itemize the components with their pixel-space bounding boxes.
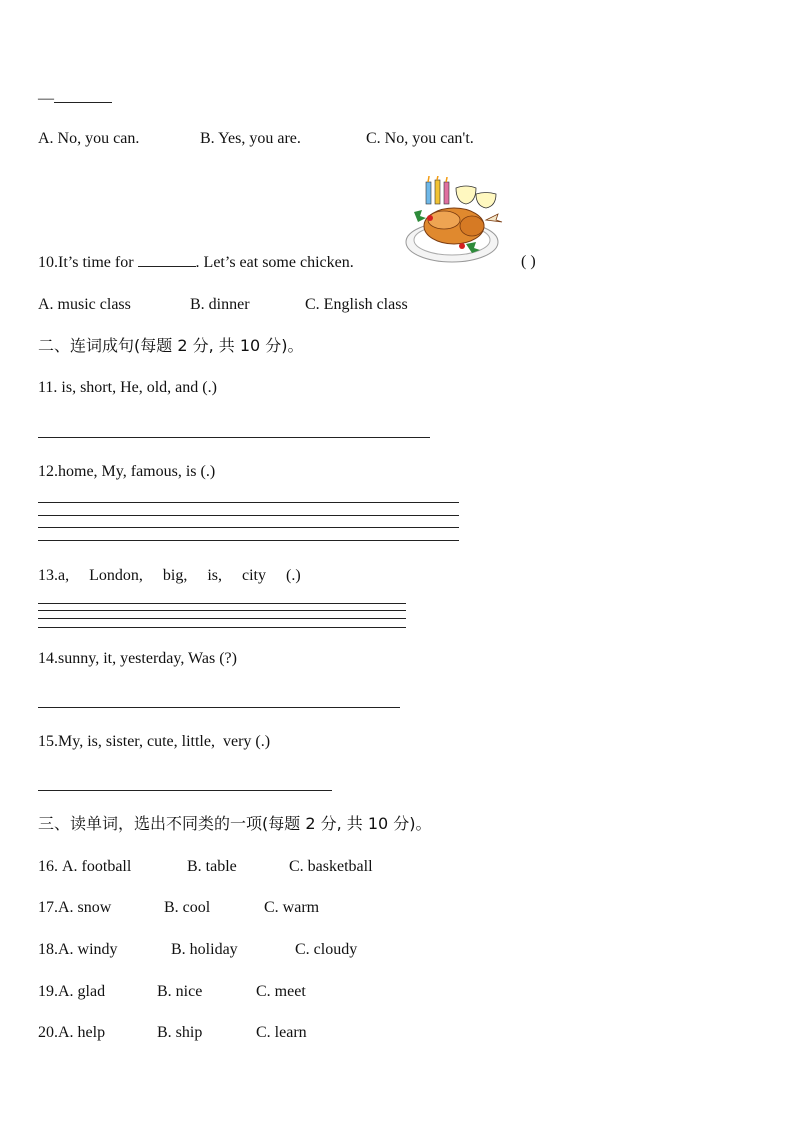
q10-suffix: . Let’s eat some chicken. — [195, 254, 354, 271]
q10-option-c[interactable]: C. English class — [305, 296, 408, 313]
q16-row — [38, 857, 373, 877]
q16-option-a[interactable]: A. football — [62, 858, 132, 875]
q18-option-b[interactable]: B. holiday — [171, 941, 238, 958]
q17-number: 17. — [38, 899, 58, 916]
q20-row — [38, 1023, 307, 1043]
q19-option-a[interactable]: A. glad — [58, 983, 106, 1000]
q19-number: 19. — [38, 983, 58, 1000]
q10-stem — [38, 252, 354, 273]
q18-option-c[interactable]: C. cloudy — [295, 941, 358, 958]
section-2-heading: 二、连词成句(每题 2 分, 共 10 分)。 — [38, 336, 304, 355]
q16-option-c[interactable]: C. basketball — [289, 858, 373, 875]
q17-row — [38, 898, 319, 918]
q17-option-b[interactable]: B. cool — [164, 899, 211, 916]
q9-option-c[interactable]: C. No, you can't. — [366, 130, 474, 147]
q12-answer-line-1[interactable] — [38, 502, 459, 503]
q14-answer-line[interactable] — [38, 707, 400, 708]
q17-option-c[interactable]: C. warm — [264, 899, 320, 916]
q18-number: 18. — [38, 941, 58, 958]
q12-answer-line-3[interactable] — [38, 527, 459, 528]
q19-option-c[interactable]: C. meet — [256, 983, 306, 1000]
q18-option-a[interactable]: A. windy — [58, 941, 118, 958]
q10-option-a[interactable]: A. music class — [38, 296, 131, 313]
q14-words: 14.sunny, it, yesterday, Was (?) — [38, 650, 237, 667]
q10-blank[interactable] — [138, 252, 196, 267]
q15-answer-line[interactable] — [38, 790, 332, 791]
q13-answer-line-1[interactable] — [38, 603, 406, 604]
q15-words: 15.My, is, sister, cute, little, very (.) — [38, 733, 271, 750]
q9-answer-line — [38, 88, 112, 109]
q12-answer-line-4[interactable] — [38, 540, 459, 541]
q13-answer-line-3[interactable] — [38, 618, 406, 619]
q20-option-c[interactable]: C. learn — [256, 1024, 307, 1041]
q18-row — [38, 940, 357, 960]
q10-option-b[interactable]: B. dinner — [190, 296, 250, 313]
q16-number: 16. — [38, 858, 62, 875]
q10-answer-paren[interactable]: ( ) — [521, 253, 536, 270]
answer-blank[interactable] — [54, 88, 112, 103]
roast-chicken-dinner-icon — [404, 176, 504, 266]
q12-words: 12.home, My, famous, is (.) — [38, 463, 216, 480]
q12-answer-line-2[interactable] — [38, 515, 459, 516]
q10-options — [38, 295, 408, 315]
q9-option-a[interactable]: A. No, you can. — [38, 130, 140, 147]
q20-option-a[interactable]: A. help — [58, 1024, 106, 1041]
q19-row — [38, 982, 306, 1002]
q13-answer-line-4[interactable] — [38, 627, 406, 628]
q11-words: 11. is, short, He, old, and (.) — [38, 379, 217, 396]
q20-option-b[interactable]: B. ship — [157, 1024, 203, 1041]
answer-dash: — — [38, 90, 54, 107]
q13-words: 13.a, London, big, is, city (.) — [38, 567, 301, 584]
q20-number: 20. — [38, 1024, 58, 1041]
q17-option-a[interactable]: A. snow — [58, 899, 112, 916]
q11-answer-line[interactable] — [38, 437, 430, 438]
q10-prefix: 10.It’s time for — [38, 254, 138, 271]
q16-option-b[interactable]: B. table — [187, 858, 237, 875]
section-3-heading: 三、读单词，选出不同类的一项(每题 2 分, 共 10 分)。 — [38, 814, 432, 833]
q9-option-b[interactable]: B. Yes, you are. — [200, 130, 301, 147]
q9-options — [38, 129, 474, 149]
q13-answer-line-2[interactable] — [38, 610, 406, 611]
q19-option-b[interactable]: B. nice — [157, 983, 203, 1000]
